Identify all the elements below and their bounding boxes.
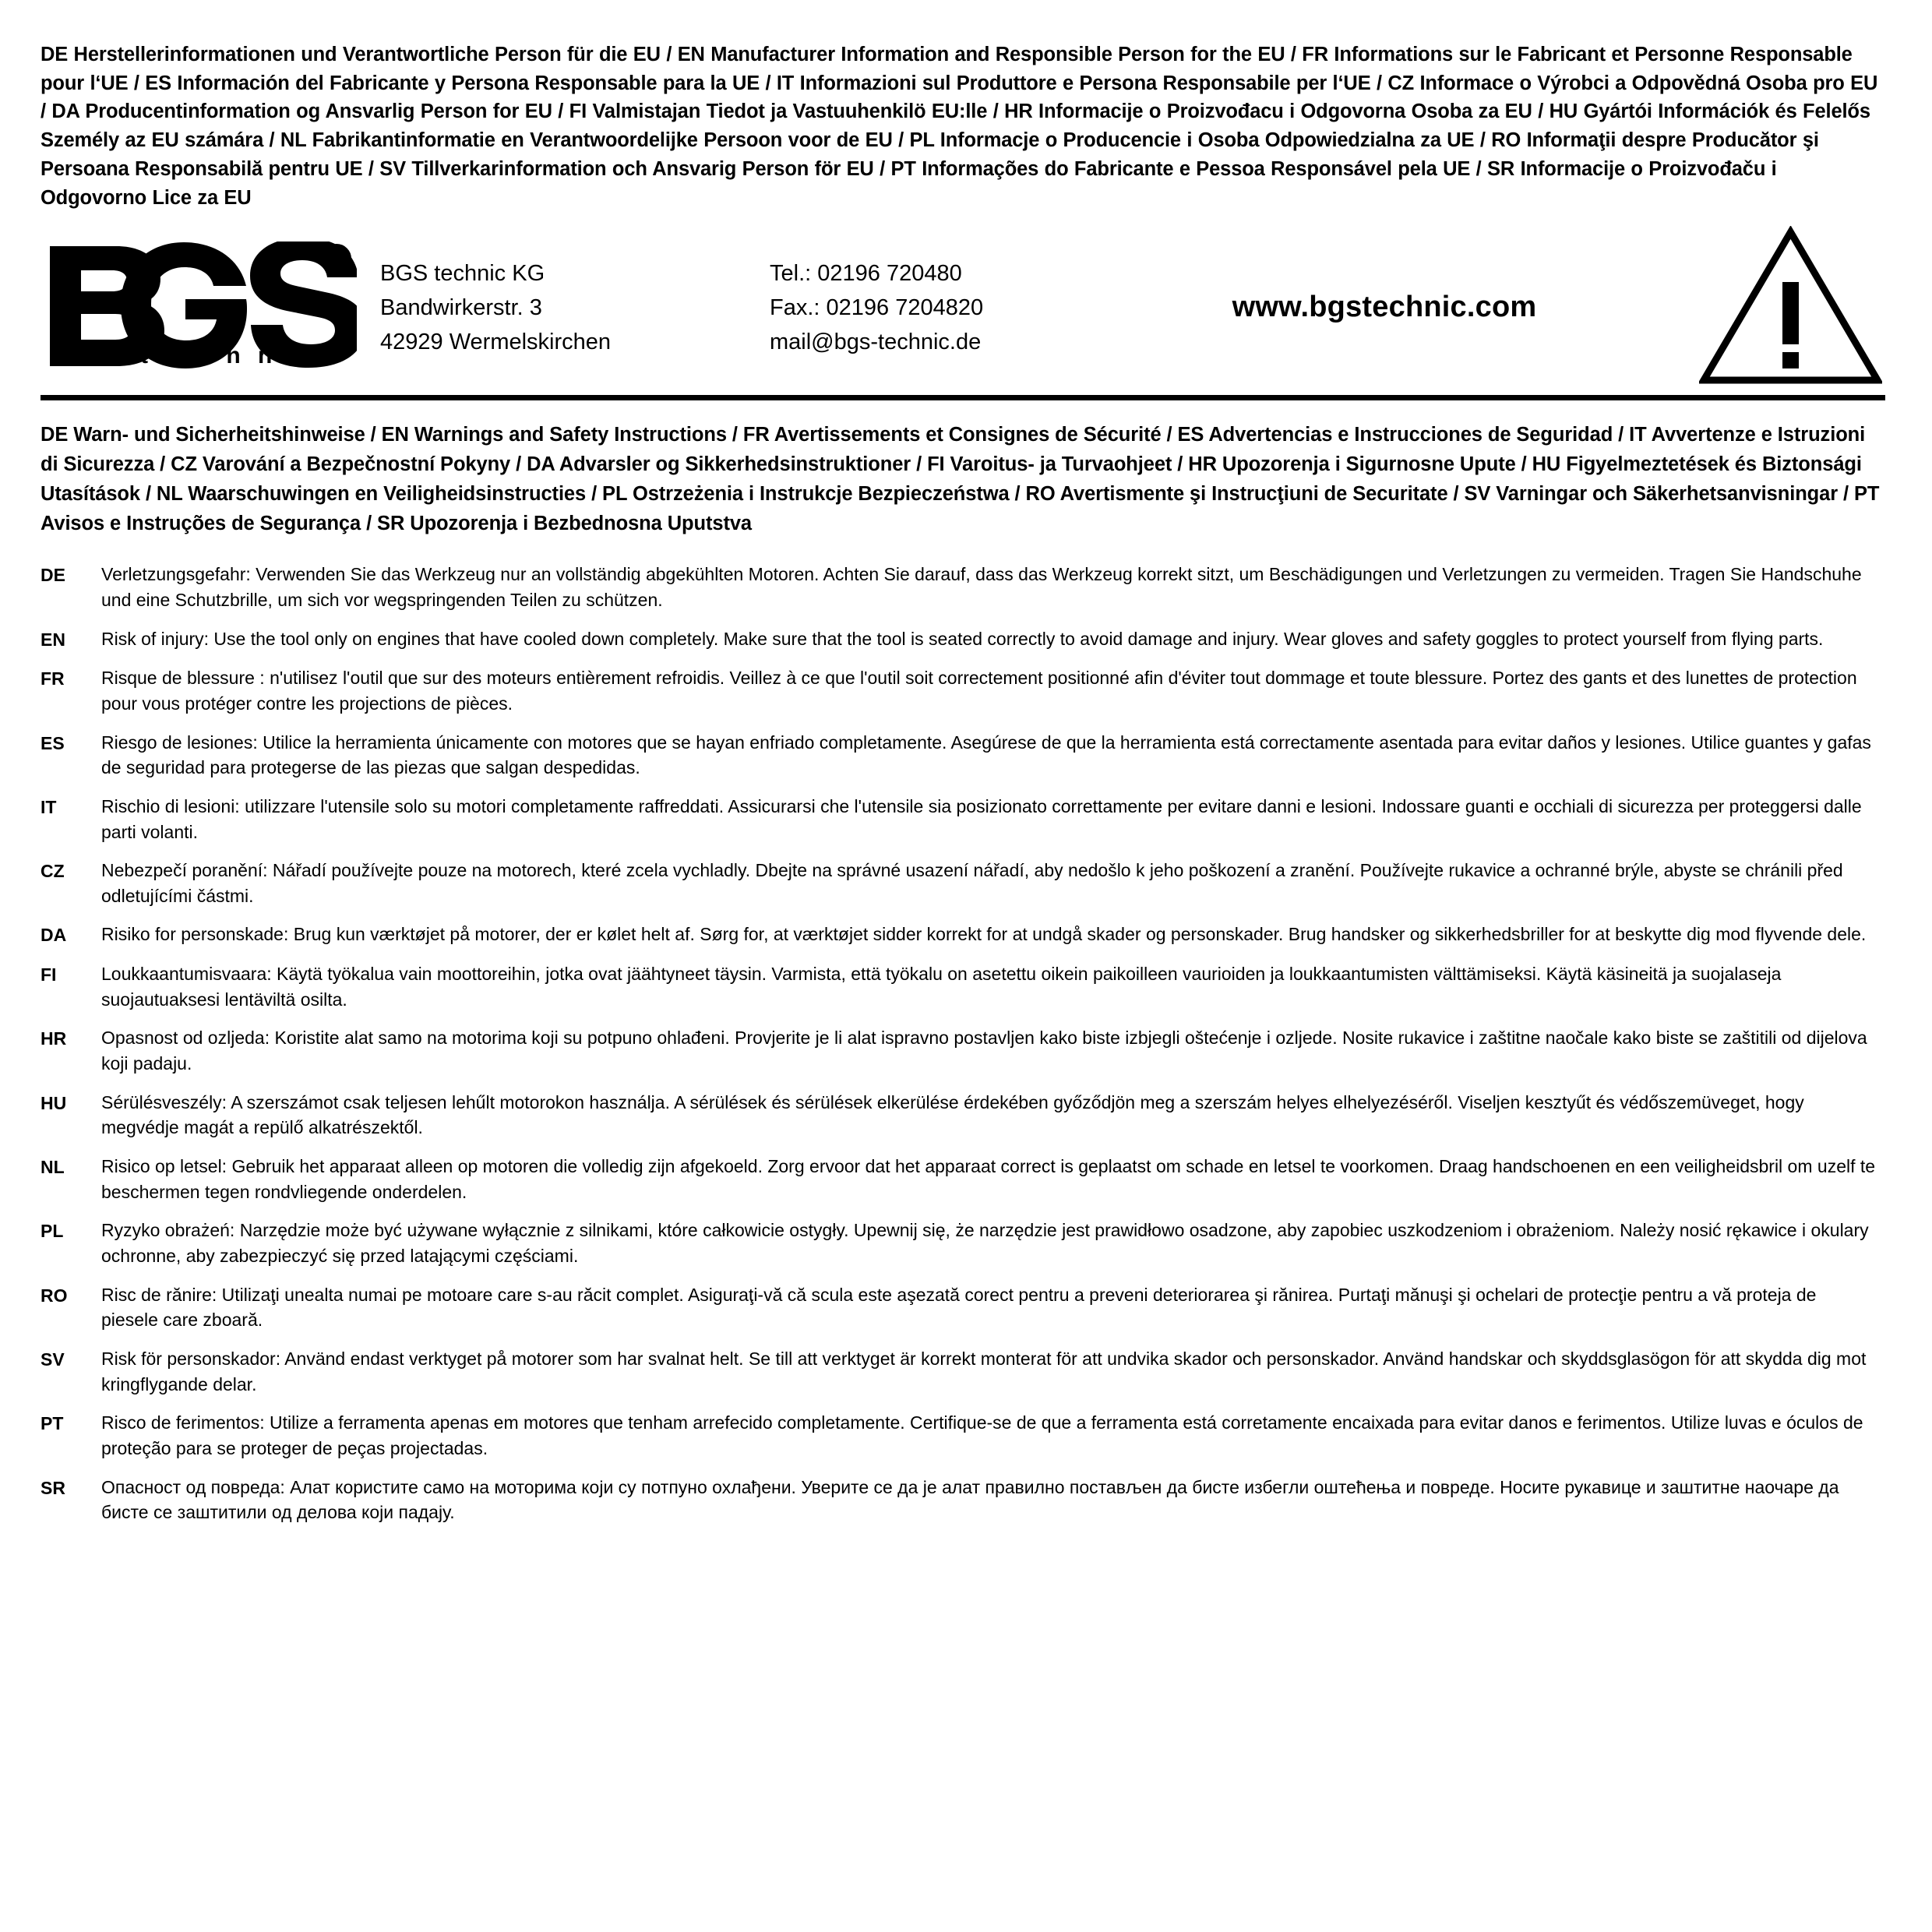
company-telephone: Tel.: 02196 720480 [770, 260, 962, 286]
svg-text:R: R [330, 252, 343, 270]
list-item [41, 858, 1885, 908]
list-item [41, 961, 1885, 1012]
company-address [380, 253, 770, 359]
language-code: RO [41, 1285, 68, 1306]
language-text: Risque de blessure : n'utilisez l'outil que sur des moteurs entièrement refroidis. Veillez à ce que l'outil soit correctement positionné afin d'éviter tout dommage et toute blessure. Portez des gants et des lunettes de protection pour vous protéger contre les projections de pièces. [101, 668, 1857, 714]
language-code: FR [41, 668, 65, 689]
manufacturer-information-heading: DE Herstellerinformationen und Verantwortliche Person für die EU / EN Manufacturer Information and Responsible Person for the EU / FR Informations sur le Fabricant et Personne Responsable pour l‘UE / ES Información del Fabricante y Persona Responsable para la UE / IT Informazioni sul Produttore e Persona Responsabile per l‘UE / CZ Informace o Výrobci a Odpovědná Osoba pro EU / DA Producentinformation og Ansvarlig Person for EU / FI Valmistajan Tiedot ja Vastuuhenkilö EU:lle / HR Informacije o Proizvođacu i Odgovorna Osoba za EU / HU Gyártói Információk és Felelős Személy az EU számára / NL Fabrikantinformatie en Verantwoordelijke Persoon voor de EU / PL Informacje o Producencie i Osoba Odpowiedzialna za UE / RO Informaţii despre Producător şi Persoana Responsabilă pentru UE / SV Tillverkarinformation och Ansvarig Person för EU / PT Informações do Fabricante e Pessoa Responsável pela UE / SR Informacije o Proizvođaču i Odgovorno Lice za EU [41, 44, 1878, 209]
language-text: Risk of injury: Use the tool only on engines that have cooled down completely. Make sure that the tool is seated correctly to avoid damage and injury. Wear gloves and safety goggles to protect yourself from flying parts. [101, 628, 1824, 649]
list-item [41, 1218, 1885, 1268]
list-item [41, 665, 1885, 716]
language-code: NL [41, 1157, 65, 1178]
list-item [41, 922, 1885, 948]
language-code: SR [41, 1477, 65, 1498]
list-item [41, 1154, 1885, 1204]
language-text: Risiko for personskade: Brug kun værktøjet på motorer, der er kølet helt af. Sørg for, at værktøjet sidder korrekt for at undgå skader og personskader. Brug handsker og sikkerhedsbriller for at beskytte dig mod flyvende dele. [101, 924, 1867, 945]
language-text: Nebezpečí poranění: Nářadí používejte pouze na motorech, které zcela vychladly. Dbejte na správné usazení nářadí, aby nedošlo k jeho poškození a zranění. Používejte rukavice a ochranné brýle, abyste se chránili před odletujícími částmi. [101, 860, 1843, 906]
header-divider [41, 395, 1885, 400]
warning-triangle-icon [1699, 226, 1882, 386]
company-fax: Fax.: 02196 7204820 [770, 294, 984, 320]
language-text: Opasnost od ozljeda: Koristite alat samo na motorima koji su potpuno ohlađeni. Provjerite je li alat ispravno postavljen kako biste izbjegli oštećenje i ozljede. Nosite rukavice i zaštitne naočale kako biste se zaštitili od dijelova koji padaju. [101, 1028, 1867, 1074]
language-code: CZ [41, 861, 65, 882]
language-code: DE [41, 565, 65, 586]
list-item [41, 1475, 1885, 1525]
svg-text:t e c h n i c: t e c h n i c [140, 343, 333, 369]
language-text: Riesgo de lesiones: Utilice la herramienta únicamente con motores que se hayan enfriado completamente. Asegúrese de que la herramienta está correctamente asentada para evitar daños y lesiones. Utilice guantes y gafas de seguridad para protegerse de las piezas que salgan despedidas. [101, 732, 1871, 778]
language-text: Loukkaantumisvaara: Käytä työkalua vain moottoreihin, jotka ovat jäähtyneet täysin. Varmista, että työkalu on asetettu oikein paikoilleen vaurioiden ja loukkaantumisten välttämiseksi. Käytä käsineitä ja suojalaseja suojautuaksesi lentäviltä osilta. [101, 964, 1782, 1010]
language-text: Verletzungsgefahr: Verwenden Sie das Werkzeug nur an vollständig abgekühlten Motoren. Achten Sie darauf, dass das Werkzeug korrekt sitzt, um Beschädigungen und Verletzungen zu vermeiden. Tragen Sie Handschuhe und eine Schutzbrille, um sich vor wegspringenden Teilen zu schützen. [101, 564, 1862, 610]
language-code: PL [41, 1221, 64, 1242]
language-text: Risc de rănire: Utilizaţi unealta numai pe motoare care s-au răcit complet. Asiguraţi-vă că scula este aşezată corect pentru a preveni deteriorarea şi rănirea. Purtaţi mănuşi şi ochelari de protecţie pentru a vă proteja de piesele care zboară. [101, 1284, 1817, 1331]
language-text: Risk för personskador: Använd endast verktyget på motorer som har svalnat helt. Se till att verktyget är korrekt monterat för att undvika skador och personskador. Använd handskar och skyddsglasögon för att skydda dig mot kringflygande delar. [101, 1349, 1867, 1394]
company-street: Bandwirkerstr. 3 [380, 294, 542, 320]
language-code: FI [41, 964, 57, 985]
company-email: mail@bgs-technic.de [770, 329, 982, 354]
warning-triangle-cell [1664, 226, 1885, 386]
company-contact-details [770, 253, 1105, 359]
language-code: EN [41, 629, 65, 650]
list-item [41, 1025, 1885, 1076]
list-item [41, 626, 1885, 653]
company-name: BGS technic KG [380, 260, 545, 286]
language-code: SV [41, 1349, 65, 1370]
warnings-safety-heading: DE Warn- und Sicherheitshinweise / EN Warnings and Safety Instructions / FR Avertissements et Consignes de Sécurité / ES Advertencias e Instrucciones de Seguridad / IT Avvertenze e Istruzioni di Sicurezza / CZ Varování a Bezpečnostní Pokyny / DA Advarsler og Sikkerhedsinstruktioner / FI Varoitus- ja Turvaohjeet / HR Upozorenja i Sigurnosne Upute / HU Figyelmeztetések és Biztonsági Utasítások / NL Waarschuwingen en Veiligheidsinstructies / PL Ostrzeżenia i Instrukcje Bezpieczeństwa / RO Avertismente şi Instrucţiuni de Securitate / SV Varningar och Säkerhetsanvisningar / PT Avisos e Instruções de Segurança / SR Upozorenja i Bezbednosna Uputstva [41, 424, 1880, 534]
bgs-logo-cell [41, 242, 380, 370]
language-text: Sérülésveszély: A szerszámot csak teljesen lehűlt motorokon használja. A sérülések és sérülések elkerülése érdekében győződjön meg a szerszám helyes elhelyezéséről. Viseljen kesztyűt és védőszemüveget, hogy megvédje magát a repülő alkatrészektől. [101, 1091, 1804, 1138]
safety-instructions-list [41, 562, 1885, 1525]
list-item [41, 1282, 1885, 1333]
language-text: Risco de ferimentos: Utilize a ferramenta apenas em motores que tenham arrefecido completamente. Certifique-se de que a ferramenta está corretamente encaixada para evitar danos e ferimentos. Utilize luvas e óculos de proteção para se proteger de peças projectadas. [101, 1412, 1863, 1458]
list-item [41, 1410, 1885, 1461]
list-item [41, 1090, 1885, 1141]
company-city: 42929 Wermelskirchen [380, 329, 612, 354]
list-item [41, 1346, 1885, 1397]
language-code: HU [41, 1092, 67, 1113]
list-item [41, 730, 1885, 781]
language-text: Опасност од повреда: Алат користите само на моторима који су потпуно охлађени. Уверите се да је алат правилно постављен да бисте избегли оштећења и повреде. Носите рукавице и заштитне наочаре да бисте се заштитили од делова који падају. [101, 1476, 1839, 1523]
language-code: ES [41, 732, 65, 753]
language-text: Rischio di lesioni: utilizzare l'utensile solo su motori completamente raffreddati. Assicurarsi che l'utensile sia posizionato correttamente per evitare danni e lesioni. Indossare guanti e occhiali di sicurezza per proteggersi dalle parti volanti. [101, 795, 1862, 842]
bgs-logo [45, 242, 357, 370]
company-contact-band [41, 226, 1885, 390]
language-text: Risico op letsel: Gebruik het apparaat alleen op motoren die volledig zijn afgekoeld. Zorg ervoor dat het apparaat correct is geplaatst om schade en letsel te voorkomen. Draag handschoenen en een veiligheidsbril om uzelf te beschermen tegen rondvliegende onderdelen. [101, 1156, 1876, 1202]
language-code: HR [41, 1028, 67, 1049]
language-code: PT [41, 1413, 64, 1434]
language-code: DA [41, 925, 67, 946]
list-item [41, 794, 1885, 844]
company-website: www.bgstechnic.com [1232, 291, 1537, 324]
language-text: Ryzyko obrażeń: Narzędzie może być używane wyłącznie z silnikami, które całkowicie ostygły. Upewnij się, że narzędzie jest prawidłowo osadzone, aby zapobiec uszkodzeniom i obrażeniom. Należy nosić rękawice i okulary ochronne, aby zabezpieczyć się przed latającymi częściami. [101, 1220, 1869, 1267]
language-code: IT [41, 796, 57, 817]
list-item [41, 562, 1885, 612]
